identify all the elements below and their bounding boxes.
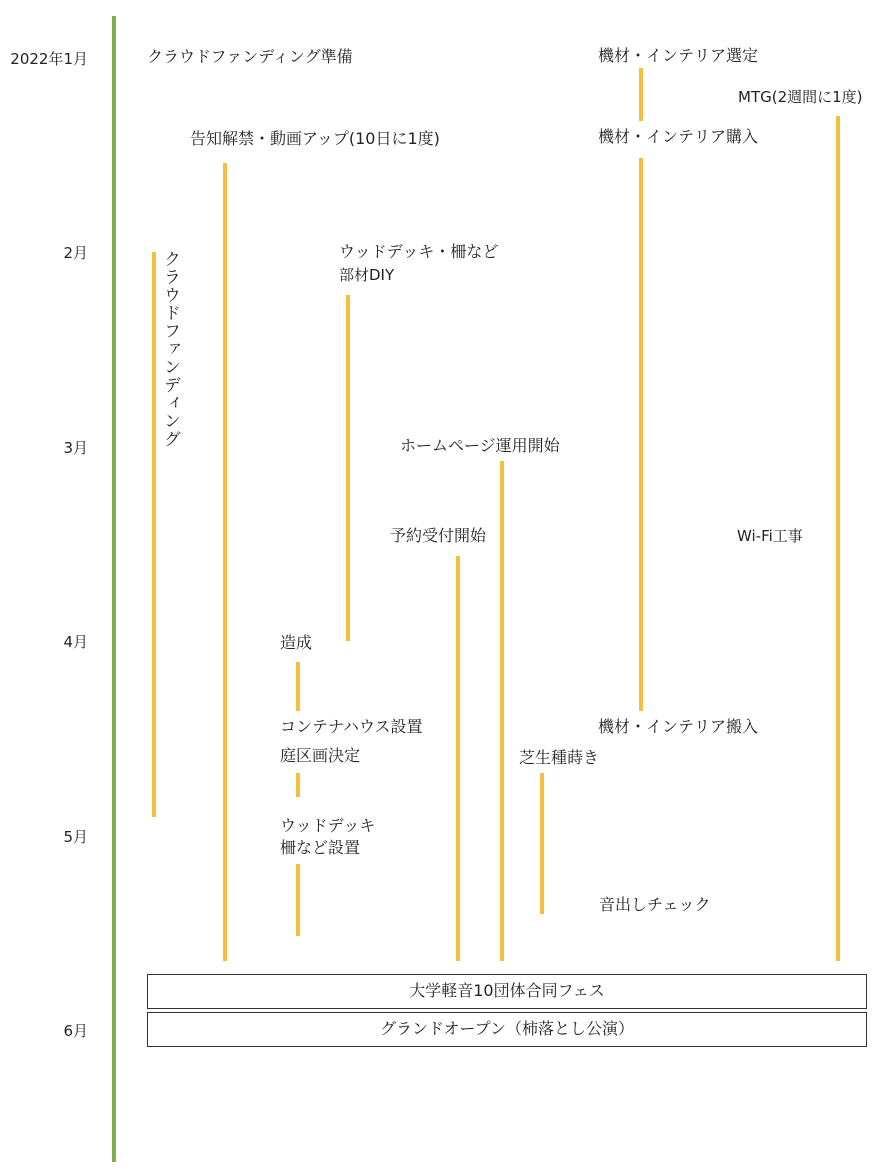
task-crowdfunding-prep: クラウドファンディング準備 [147,47,353,66]
event-festival: 大学軽音10団体合同フェス [147,974,867,1009]
bar-equipment-select [639,68,643,121]
task-equipment-select: 機材・インテリア選定 [598,46,759,65]
task-sound-check: 音出しチェック [599,895,711,914]
bar-landscaping [296,662,300,711]
task-reservation: 予約受付開始 [390,526,487,545]
bar-announce [223,163,227,961]
task-equipment-deliver: 機材・インテリア搬入 [598,717,759,736]
bar-deck-diy [346,295,350,641]
task-garden-plots: 庭区画決定 [280,746,361,765]
bar-garden-plots [296,773,300,797]
task-lawn: 芝生種蒔き [519,748,600,767]
task-landscaping: 造成 [280,633,313,652]
month-label-mar: 3月 [63,439,88,457]
task-container: コンテナハウス設置 [280,717,423,736]
bar-homepage [500,461,504,961]
month-label-feb: 2月 [63,244,88,262]
task-announce: 告知解禁・動画アップ(10日に1度) [190,129,440,148]
month-label-jun: 6月 [63,1022,88,1040]
bar-reservation [456,556,460,961]
task-deck-diy-line1: ウッドデッキ・柵など [339,242,499,261]
bar-mtg [836,116,840,961]
task-deck-install-line2: 柵など設置 [280,838,361,857]
bar-deck-install [296,864,300,936]
task-mtg: MTG(2週間に1度) [738,88,863,106]
task-deck-install-line1: ウッドデッキ [280,816,376,835]
bar-equipment-buy [639,158,643,711]
task-equipment-buy: 機材・インテリア購入 [598,127,759,146]
task-deck-diy-line2: 部材DIY [339,266,395,284]
bar-lawn [540,773,544,914]
task-crowdfunding: クラウドファンディング [160,250,180,448]
event-grand-open: グランドオープン（柿落とし公演） [147,1012,867,1047]
timeline-axis [112,16,116,1162]
task-wifi: Wi-Fi工事 [737,527,803,545]
month-label-may: 5月 [63,828,88,846]
month-label-jan: 2022年1月 [10,50,88,68]
month-label-apr: 4月 [63,633,88,651]
bar-crowdfunding [152,252,156,817]
task-homepage: ホームページ運用開始 [400,436,560,455]
